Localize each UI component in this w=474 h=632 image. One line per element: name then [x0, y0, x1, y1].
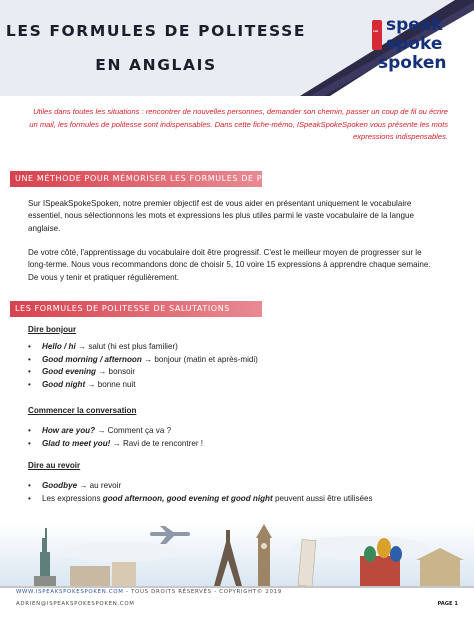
page-number: PAGE 1	[437, 601, 458, 607]
list-item: • Good evening → bonsoir	[28, 367, 136, 377]
list-dire-bonjour	[28, 341, 448, 391]
list-item: • Glad to meet you! → Ravi de te rencontrer !	[28, 438, 204, 448]
landmarks-illustration	[0, 522, 474, 586]
list-item: • Hello / hi → salut (hi est plus familier)	[28, 342, 178, 351]
ispeakspokespoken-logo[interactable]	[372, 14, 456, 80]
footer-email-link[interactable]: ADRIEN@ISPEAKSPOKESPOKEN.COM	[16, 601, 135, 607]
logo-word-spoke: spoke	[386, 34, 443, 54]
subheading-dire-au-revoir: Dire au revoir	[28, 461, 81, 470]
section-heading-salutations-label: LES FORMULES DE POLITESSE DE SALUTATIONS	[15, 304, 230, 313]
list-commencer-conversation	[28, 425, 448, 450]
footer-website-link[interactable]: WWW.ISPEAKSPOKESPOKEN.COM	[16, 589, 124, 595]
logo-word-speak: speak	[386, 15, 443, 35]
intro-text: Utiles dans toutes les situations : rencontrer de nouvelles personnes, demander son chemin, passer un coup de fil ou écrire un mail, les formules de politesse sont indispensables. Dans cette fiche-mémo, ISpeakSpokeSpoken vous présente les mots expressions indispensables.	[29, 107, 448, 141]
footer-divider	[0, 586, 474, 588]
logo-word-spoken: spoken	[378, 53, 447, 73]
header-banner	[0, 0, 474, 96]
subheading-commencer-conversation: Commencer la conversation	[28, 406, 137, 415]
subheading-dire-bonjour: Dire bonjour	[28, 325, 77, 334]
list-item: • How are you? → Comment ça va ?	[28, 426, 172, 435]
page-title-line1: LES FORMULES DE POLITESSE	[5, 22, 307, 40]
method-paragraph-2: De votre côté, l'apprentissage du vocabulaire doit être progressif. C'est le meilleur moyen de progresser sur le long-terme. Nous vous recommandons donc de choisir 5, 10 voire 15 expressions à apprendre chaque semaine. De vous y tenir et pratiquer régulièrement.	[28, 248, 431, 282]
list-item: • Good morning / afternoon → bonjour (matin et après-midi)	[28, 354, 258, 364]
section-heading-method-label: UNE MÉTHODE POUR MÉMORISER LES FORMULES DE POLITESSE	[15, 174, 306, 183]
section-heading-method	[10, 171, 306, 187]
method-paragraph-1: Sur ISpeakSpokeSpoken, notre premier objectif est de vous aider en présentant uniquement le vocabulaire essentiel, nous sélectionnons les mots et expressions les plus utiles parmi le vaste vocabulaire de la langue anglaise.	[28, 199, 415, 233]
footer-rights: - TOUS DROITS RÉSERVÉS - COPYRIGHT© 2019	[123, 589, 282, 595]
list-item: • Good night → bonne nuit	[28, 379, 136, 389]
footer-copyright	[16, 589, 282, 595]
section-heading-salutations	[10, 301, 262, 317]
list-dire-au-revoir	[28, 480, 448, 505]
logo-badge: i	[372, 20, 382, 50]
page-title-line2: EN ANGLAIS	[95, 56, 217, 74]
list-item: • Les expressions good afternoon, good evening et good night peuvent aussi être utilisées	[28, 493, 373, 503]
list-item: • Goodbye → au revoir	[28, 481, 122, 490]
